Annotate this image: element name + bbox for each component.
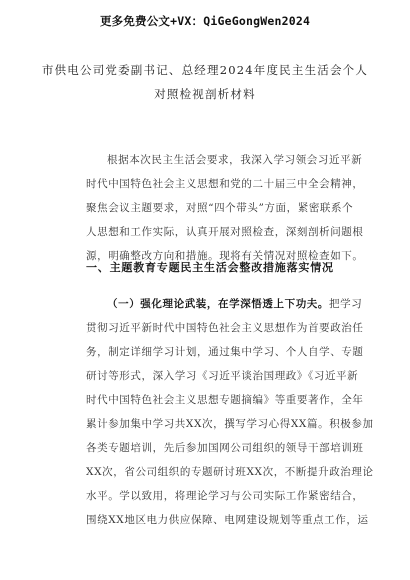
promo-banner: 更多免费公文+VX：QiGeGongWen2024: [99, 14, 311, 28]
paragraph-line: 水平。学以致用，将理论学习与公司实际工作紧密结合，: [86, 490, 364, 502]
paragraph-line: 各类专题培训，先后参加国网公司组织的领导干部培训班: [86, 442, 364, 454]
document-title: [40, 58, 370, 106]
paragraph-line: XX次，省公司组织的专题研讨班XX次，不断提升政治理论: [86, 466, 374, 478]
paragraph-line: 根据本次民主生活会要求，我深入学习领会习近平新: [107, 154, 363, 166]
paragraph-line: 时代中国特色社会主义思想专题摘编》等重要著作，全年: [86, 394, 364, 406]
paragraph-text: 把学习: [329, 298, 363, 310]
paragraph-line: 累计参加集中学习共XX次，撰写学习心得XX篇。积极参加: [86, 418, 374, 430]
title-line: 市供电公司党委副书记、总经理2024年度民主生活会个人: [41, 63, 369, 77]
paragraph-line: 时代中国特色社会主义思想和党的二十届三中全会精神，: [86, 178, 364, 190]
paragraph-line: 聚焦会议主题要求，对照“四个带头”方面，紧密联系个: [86, 202, 354, 214]
section-heading: 一、主题教育专题民主生活会整改措施落实情况: [86, 261, 334, 274]
subsection-lead: （一）强化理论武装，在学深悟透上下功夫。: [107, 298, 329, 310]
paragraph-line: 人思想和工作实际，认真开展对照检查，深刻剖析问题根: [86, 226, 364, 238]
paragraph-line: 研讨等形式，深入学习《习近平谈治国理政》《习近平新: [86, 370, 359, 382]
intro-paragraph: [86, 148, 362, 268]
paragraph-line: [86, 292, 362, 316]
paragraph-line: 贯彻习近平新时代中国特色社会主义思想作为首要政治任: [86, 322, 364, 334]
paragraph-line: 围绕XX地区电力供应保障、电网建设规划等重点工作，运: [86, 514, 369, 526]
subsection-paragraph: [86, 292, 374, 532]
paragraph-line: 务，制定详细学习计划，通过集中学习、个人自学、专题: [86, 346, 364, 358]
paragraph-line: 源，明确整改方向和措施。现将有关情况对照检查如下。: [86, 250, 364, 262]
title-line: 对照检视剖析材料: [154, 87, 256, 101]
